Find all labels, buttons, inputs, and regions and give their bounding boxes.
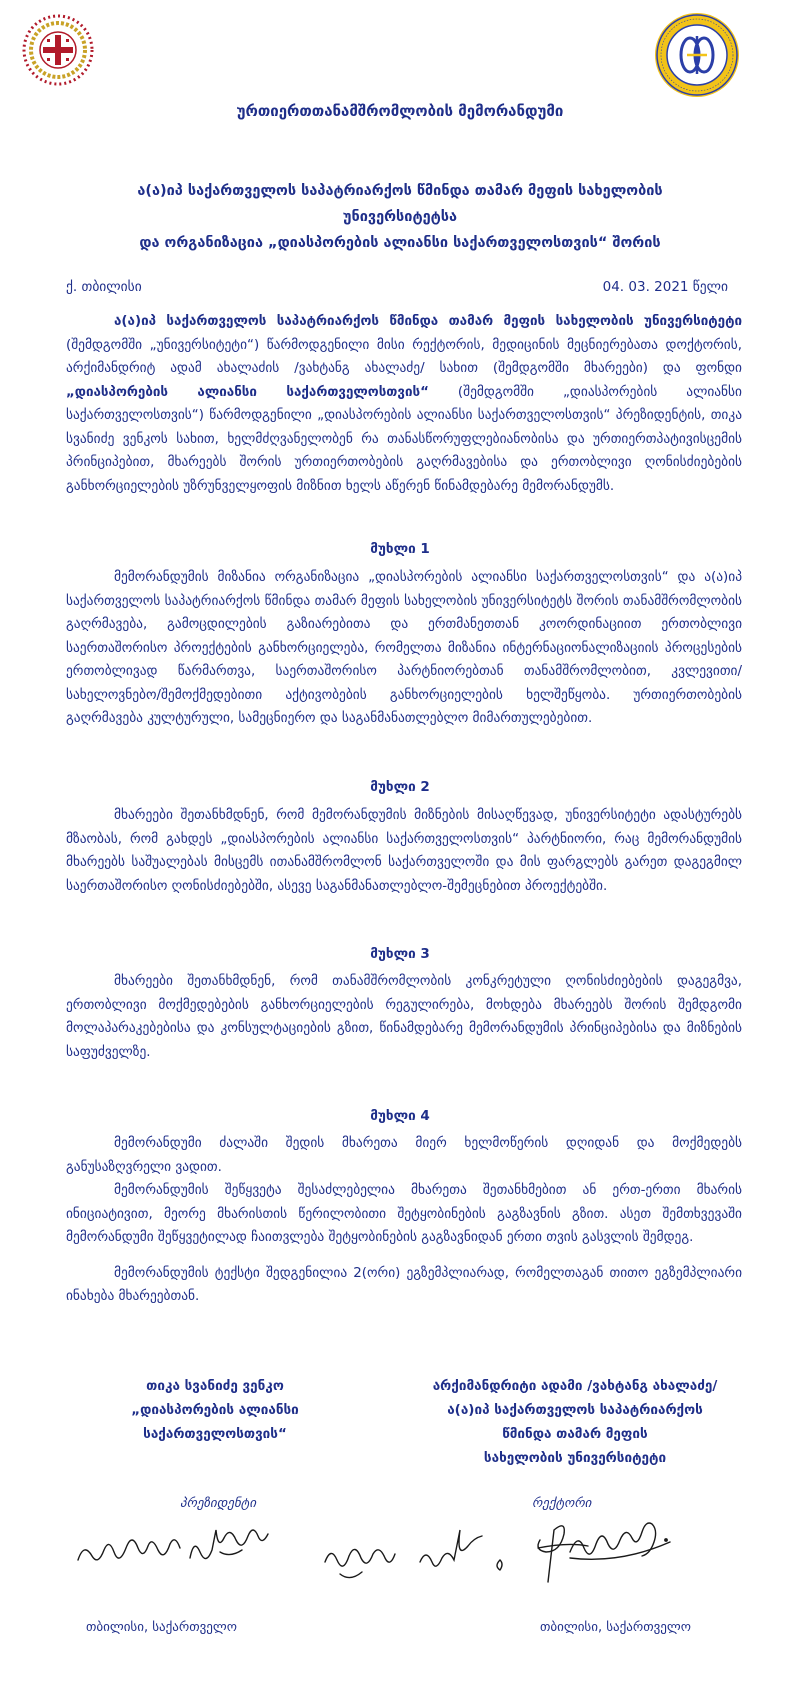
article-4-body	[66, 1132, 742, 1309]
document-place: ქ. თბილისი	[66, 279, 142, 295]
university-seal-icon	[652, 10, 742, 100]
preamble	[66, 310, 742, 498]
signatory-left-line-2: „დიასპორების ალიანსი	[131, 1402, 299, 1418]
article-paragraph: მემორანდუმი ძალაში შედის მხარეთა მიერ ხელმოწერის დღიდან და მოქმედებს განუსაზღვრელი ვადით.	[66, 1136, 742, 1175]
article-paragraph: მხარეები შეთანხმდნენ, რომ მემორანდუმის მიზნების მისაღწევად, უნივერსიტეტი ადასტურებს მზაობას, რომ გახდეს „დიასპორების ალიანსი საქართველოსთვის“ პარტნიორი, რაც მემორანდუმის მხარეებს საშუალებას მისცემს ითანამშრომლონ საქართველოში და მის ფარგლებს გარეთ დაგეგმილ საერთაშორისო ღონისძიებებში, ასევე საგანმანათლებლო-შემეცნებით პროექტებში.	[66, 808, 742, 894]
signatory-right-line-3: წმინდა თამარ მეფის	[502, 1426, 648, 1442]
document-date: 04. 03. 2021 წელი	[602, 279, 728, 295]
article-2-title: მუხლი 2	[370, 779, 430, 795]
article-3-title: მუხლი 3	[370, 946, 430, 962]
organization-name: „დიასპორების ალიანსი საქართველოსთვის“	[66, 384, 429, 400]
university-name: ა(ა)იპ საქართველოს საპატრიარქოს წმინდა თამარ მეფის სახელობის უნივერსიტეტი	[114, 314, 742, 329]
city-left: თბილისი, საქართველო	[86, 1620, 237, 1635]
document-subtitle	[80, 178, 720, 256]
role-rector: რექტორი	[532, 1496, 592, 1511]
preamble-text-2: (შემდგომში „დიასპორების ალიანსი საქართველოსთვის“) წარმოდგენილი „დიასპორების ალიანსი საქართველოსთვის“ პრეზიდენტის, თიკა სვანიძე ვენკოს სახით, ხელმძღვანელობენ რა თანასწორუფლებიანობისა და ურთიერთპატივისცემის პრინციპებით, მხარეებს შორის ურთიერთობების გაღრმავებისა და ერთობლივი ღონისძიებების განხორციელების უზრუნველყოფის მიზნით ხელს აწერენ წინამდებარე მემორანდუმს.	[66, 384, 742, 494]
signatory-left-line-1: თიკა სვანიძე ვენკო	[146, 1378, 284, 1394]
preamble-text-1: (შემდგომში „უნივერსიტეტი“) წარმოდგენილი მისი რექტორის, მედიცინის მეცნიერებათა დოქტორის, არქიმანდრიტ ადამ ახალაძის /ვახტანგ ახალაძე/ სახით (შემდგომში მხარეები) და ფონდი	[66, 337, 742, 376]
patriarchate-emblem-icon	[22, 14, 94, 86]
subtitle-line-2: და ორგანიზაცია „დიასპორების ალიანსი საქართველოსთვის“ შორის	[139, 235, 661, 251]
article-paragraph: მხარეები შეთანხმდნენ, რომ თანამშრომლობის კონკრეტული ღონისძიებების დაგეგმვა, ერთობლივი მოქმედებების განხორციელების რეგულირება, მოხდება მხარეებს შორის შემდგომი მოლაპარაკებებისა და კონსულტაციების გზით, წინამდებარე მემორანდუმის პრინციპებისა და მიზნების საფუძველზე.	[66, 974, 742, 1060]
article-paragraph: მემორანდუმის მიზანია ორგანიზაცია „დიასპორების ალიანსი საქართველოსთვის“ და ა(ა)იპ საქართველოს საპატრიარქოს წმინდა თამარ მეფის სახელობის უნივერსიტეტს შორის თანამშრომლობის გაღრმავება, გამოცდილების გაზიარებითა და ერთმანეთთან კოორდინაციით ერთობლივი საერთაშორისო პროექტების განხორციელება, რომელთა მიზანია ინტერნაციონალიზაციის პროცესების ერთობლივად წარმართვა, საერთაშორისო პარტნიორებთან თანამშრომლობით, კვლევითი/სახელოვნებო/შემოქმედებითი აქტივობების განხორციელების ხელშეწყობა. ურთიერთობების გაღრმავება კულტურული, სამეცნიერო და საგანმანათლებლო მიმართულებებით.	[66, 570, 742, 726]
document-title: ურთიერთთანამშრომლობის მემორანდუმი	[236, 102, 564, 120]
subtitle-line-1: ა(ა)იპ საქართველოს საპატრიარქოს წმინდა თამარ მეფის სახელობის უნივერსიტეტსა	[137, 183, 663, 225]
article-paragraph: მემორანდუმის შეწყვეტა შესაძლებელია მხარეთა შეთანხმებით ან ერთ-ერთი მხარის ინიციატივით, მეორე მხარისთის წერილობითი შეტყობინების გაგზავნის გზით. ასეთ შემთხვევაში მემორანდუმი შეწყვეტილად ჩაითვლება შეტყობინების გაგზავნიდან ერთი თვის გასვლის შემდეგ.	[66, 1183, 742, 1245]
article-1-title: მუხლი 1	[370, 541, 430, 557]
handwritten-signatures	[70, 1500, 730, 1590]
article-2-body	[66, 804, 742, 898]
role-president: პრეზიდენტი	[180, 1496, 257, 1511]
signatory-left	[110, 1374, 320, 1446]
article-3-body	[66, 970, 742, 1064]
article-4-title: მუხლი 4	[370, 1108, 430, 1124]
city-right: თბილისი, საქართველო	[540, 1620, 691, 1635]
article-paragraph: მემორანდუმის ტექსტი შედგენილია 2(ორი) ეგზემპლიარად, რომელთაგან თითო ეგზემპლიარი ინახება მხარეებთან.	[66, 1265, 742, 1304]
signatory-right-line-4: სახელობის უნივერსიტეტი	[483, 1450, 667, 1466]
article-1-body	[66, 566, 742, 731]
preamble-paragraph	[66, 310, 742, 498]
signatory-left-line-3: საქართველოსთვის“	[143, 1426, 287, 1442]
signatory-right	[420, 1374, 730, 1470]
signatory-right-line-1: არქიმანდრიტი ადამი /ვახტანგ ახალაძე/	[432, 1378, 718, 1394]
signatory-right-line-2: ა(ა)იპ საქართველოს საპატრიარქოს	[447, 1402, 703, 1418]
